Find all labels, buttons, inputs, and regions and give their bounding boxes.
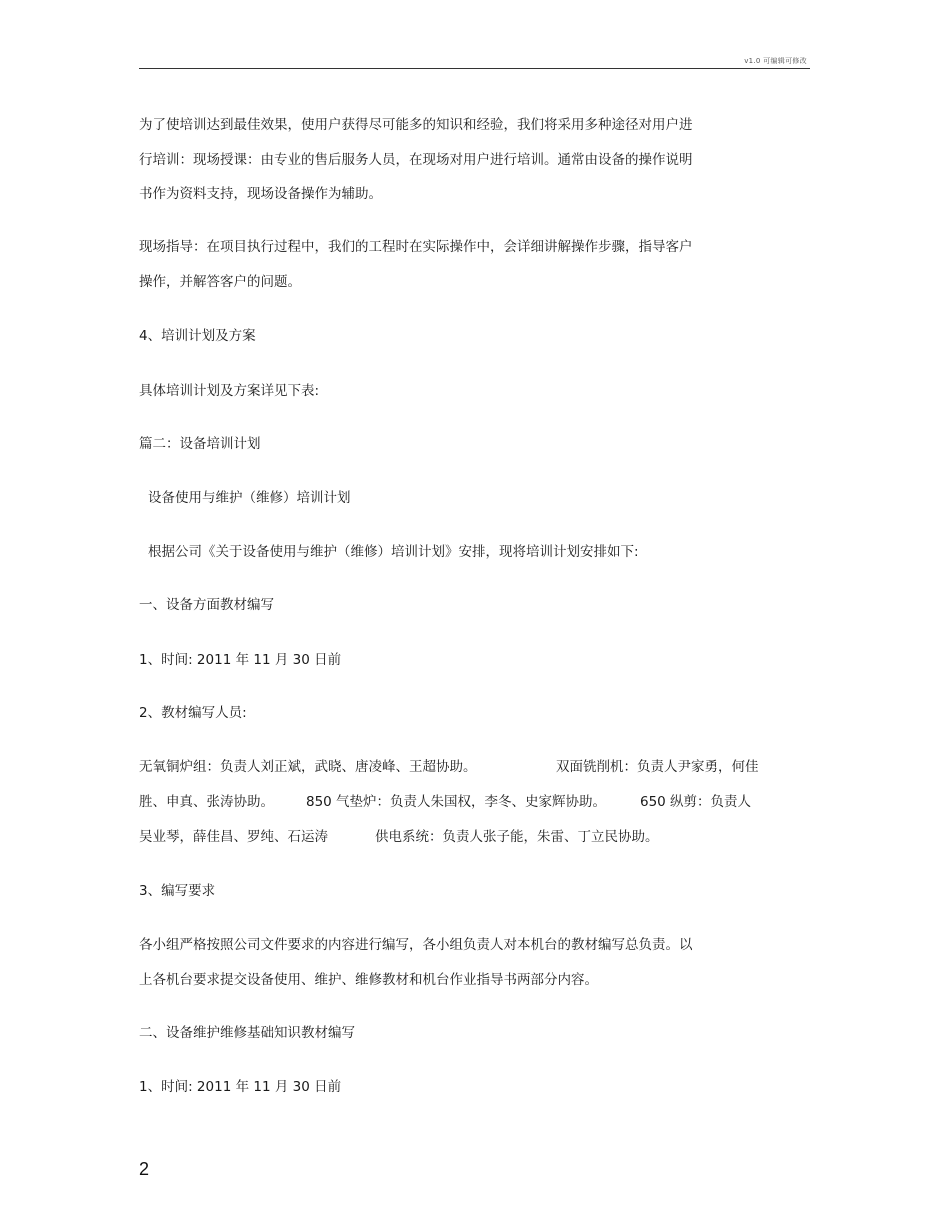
section-heading: 4、培训计划及方案 bbox=[139, 328, 256, 344]
paragraph-line: 具体培训计划及方案详见下表: bbox=[139, 383, 320, 399]
paragraph-line: 上各机台要求提交设备使用、维护、维修教材和机台作业指导书两部分内容。 bbox=[139, 972, 598, 988]
version-note: v1.0 可编辑可修改 bbox=[744, 57, 807, 65]
staff-segment: 吴业琴，薛佳昌、罗纯、石运涛 bbox=[139, 829, 328, 845]
section-heading: 二、设备维护维修基础知识教材编写 bbox=[139, 1025, 355, 1041]
paragraph-line: 操作，并解答客户的问题。 bbox=[139, 274, 301, 290]
staff-segment: 胜、申真、张涛协助。 bbox=[139, 794, 274, 810]
paragraph-line: 书作为资料支持，现场设备操作为辅助。 bbox=[139, 186, 382, 202]
staff-line bbox=[139, 828, 809, 846]
staff-segment: 供电系统：负责人张子能，朱雷、丁立民协助。 bbox=[375, 829, 659, 845]
page-number: 2 bbox=[139, 1159, 150, 1179]
item-heading: 2、教材编写人员: bbox=[139, 705, 247, 721]
staff-segment: 850 气垫炉：负责人朱国权，李冬、史家辉协助。 bbox=[306, 794, 607, 810]
staff-line bbox=[139, 793, 809, 811]
staff-line bbox=[139, 758, 809, 776]
intro-line: 根据公司《关于设备使用与维护（维修）培训计划》安排，现将培训计划安排如下: bbox=[148, 544, 639, 560]
paragraph-line: 现场指导：在项目执行过程中，我们的工程时在实际操作中，会详细讲解操作步骤，指导客户 bbox=[139, 239, 693, 255]
section-heading: 一、设备方面教材编写 bbox=[139, 597, 274, 613]
header-rule bbox=[139, 68, 810, 69]
time-line: 1、时间: 2011 年 11 月 30 日前 bbox=[139, 1079, 342, 1095]
item-heading: 3、编写要求 bbox=[139, 883, 216, 899]
paragraph-line: 为了使培训达到最佳效果，使用户获得尽可能多的知识和经验，我们将采用多种途径对用户进 bbox=[139, 117, 693, 133]
document-title: 设备使用与维护（维修）培训计划 bbox=[148, 490, 351, 506]
paragraph-line: 行培训：现场授课：由专业的售后服务人员，在现场对用户进行培训。通常由设备的操作说明 bbox=[139, 152, 693, 168]
staff-segment: 双面铣削机：负责人尹家勇，何佳 bbox=[556, 759, 759, 775]
section-heading: 篇二：设备培训计划 bbox=[139, 436, 261, 452]
paragraph-line: 各小组严格按照公司文件要求的内容进行编写，各小组负责人对本机台的教材编写总负责。以 bbox=[139, 937, 693, 953]
staff-segment: 650 纵剪：负责人 bbox=[640, 794, 752, 810]
staff-segment: 无氧铜炉组：负责人刘正斌，武晓、唐凌峰、王超协助。 bbox=[139, 759, 477, 775]
time-line: 1、时间: 2011 年 11 月 30 日前 bbox=[139, 652, 342, 668]
